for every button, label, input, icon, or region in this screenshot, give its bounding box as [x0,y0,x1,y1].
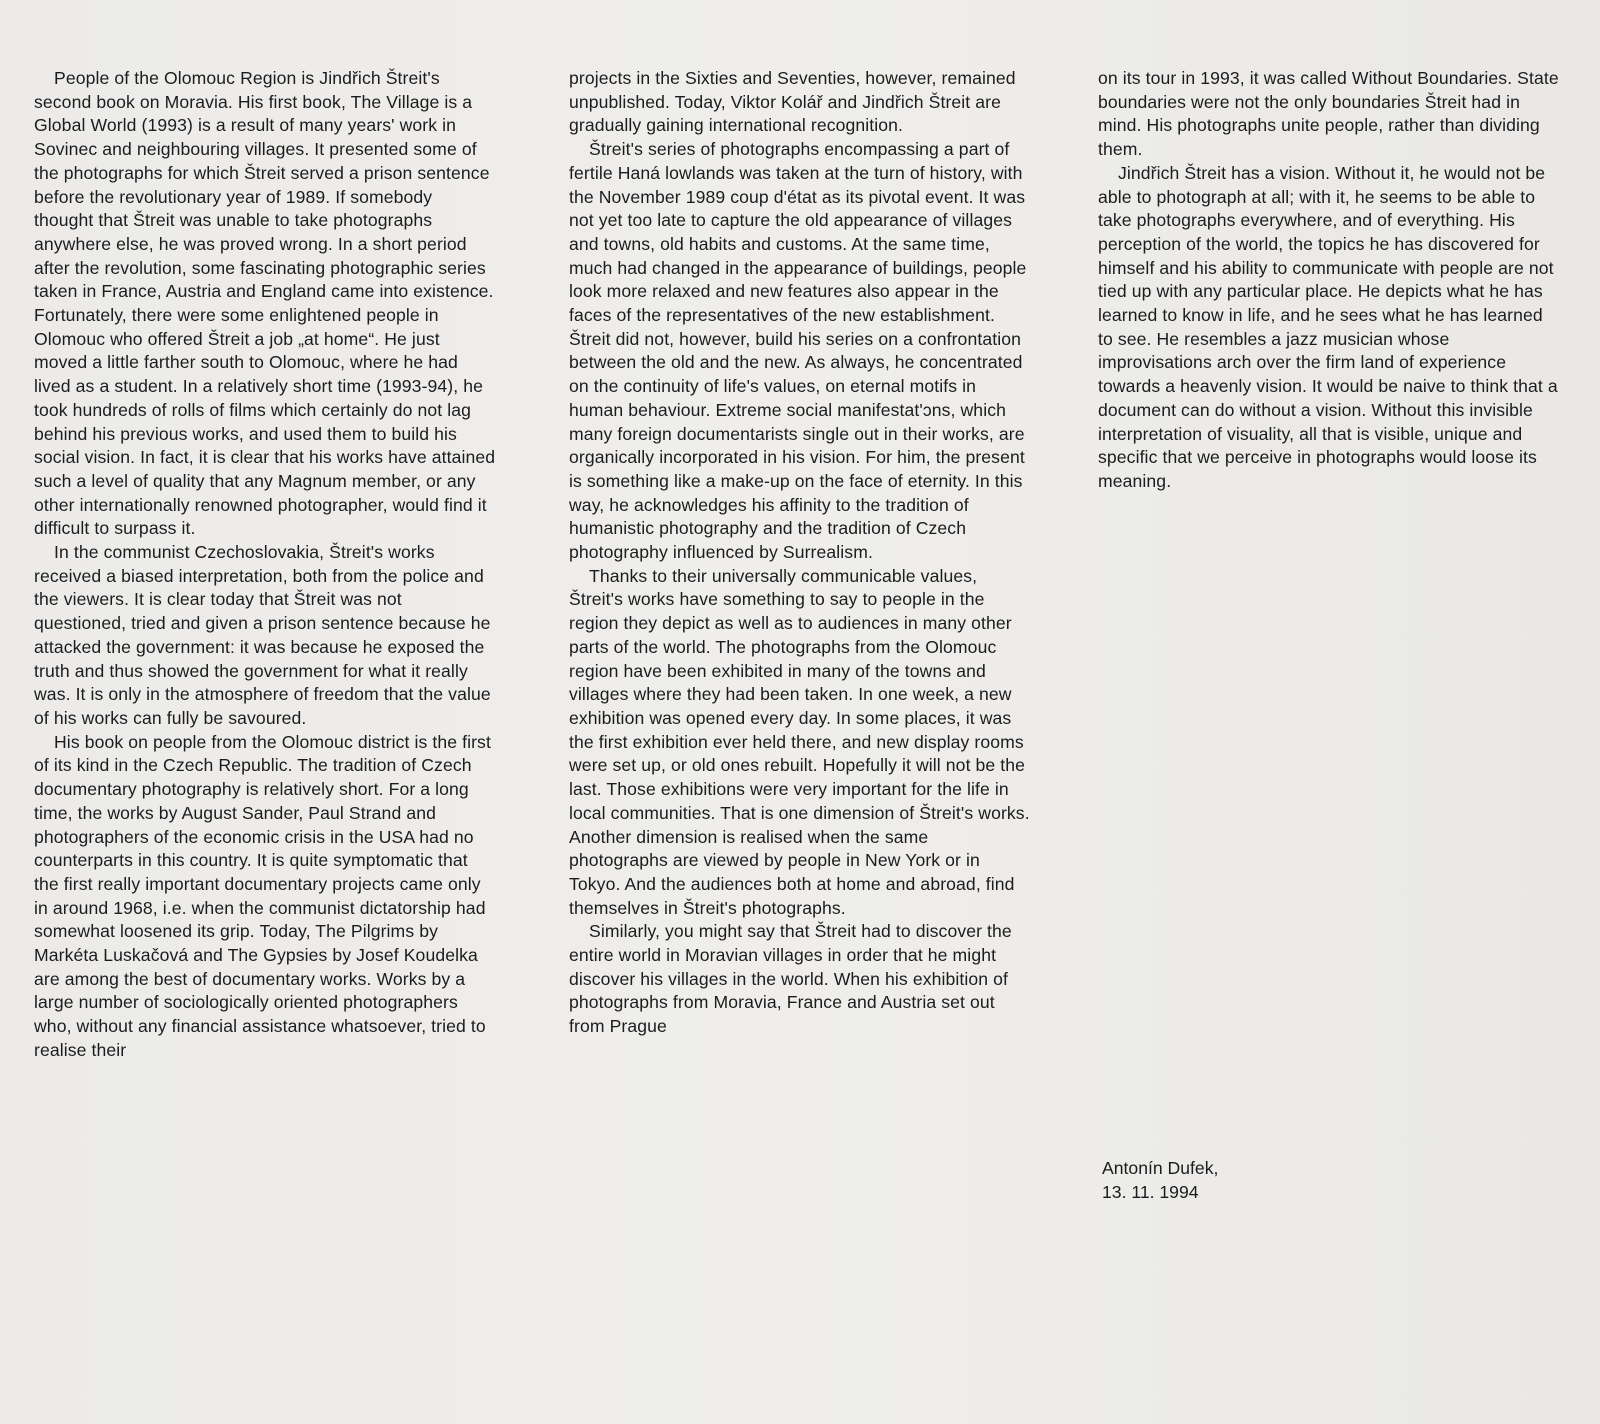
paragraph: Similarly, you might say that Štreit had to discover the entire world in Moravian villages in order that he might discover his villages in the world. When his exhibition of photographs from Moravia, France and Austria set out from Prague [569,921,1012,1037]
paragraph-continued: projects in the Sixties and Seventies, however, remained unpublished. Today, Viktor Kolář and Jindřich Štreit are gradually gaining international recognition. [569,68,1016,136]
paragraph: His book on people from the Olomouc district is the first of its kind in the Czech Republic. The tradition of Czech documentary photography is relatively short. For a long time, the works by August Sander, Paul Strand and photographers of the economic crisis in the USA had no counterparts in this country. It is quite symptomatic that the first really important documentary projects came only in around 1968, i.e. when the communist dictatorship had somewhat loosened its grip. Today, The Pilgrims by Markéta Luskačová and The Gypsies by Josef Koudelka are among the best of documentary works. Works by a large number of sociologically oriented photographers who, without any financial assistance whatsoever, tried to realise their [34,731,491,1060]
signature-date: 13. 11. 1994 [1102,1181,1199,1202]
paragraph: In the communist Czechoslovakia, Štreit's works received a biased interpretation, both from the police and the viewers. It is clear today that Štreit was not questioned, tried and given a prison sentence because he attacked the government: it was because he exposed the truth and thus showed the government for what it really was. It is only in the atmosphere of freedom that the value of his works can fully be savoured. [34,542,491,728]
text-column-3 [1098,67,1560,494]
text-column-2 [569,67,1031,1039]
paragraph: Thanks to their universally communicable values, Štreit's works have something to say to people in the region they depict as well as to audiences in many other parts of the world. The photographs from the Olomouc region have been exhibited in many of the towns and villages where they had been taken. In one week, a new exhibition was opened every day. In some places, it was the first exhibition ever held there, and new display rooms were set up, or old ones rebuilt. Hopefully it will not be the last. Those exhibitions were very important for the life in local communities. That is one dimension of Štreit's works. Another dimension is realised when the same photographs are viewed by people in New York or in Tokyo. And the audiences both at home and abroad, find themselves in Štreit's photographs. [569,565,1030,918]
text-column-1 [34,67,496,1063]
author-name: Antonín Dufek, [1102,1158,1219,1178]
paragraph-continued: on its tour in 1993, it was called Without Boundaries. State boundaries were not the only boundaries Štreit had in mind. His photographs unite people, rather than dividing them. [1098,68,1559,160]
signature-block [1102,1157,1218,1204]
paragraph: Štreit's series of photographs encompassing a part of fertile Haná lowlands was taken at the turn of history, with the November 1989 coup d'état as its pivotal event. It was not yet too late to capture the old appearance of villages and towns, old habits and customs. At the same time, much had changed in the appearance of buildings, people look more relaxed and new features also appear in the faces of the representatives of the new establishment. Štreit did not, however, build his series on a confrontation between the old and the new. As always, he concentrated on the continuity of life's values, on eternal motifs in human behaviour. Extreme social manifestat'ɔns, which many foreign documentarists single out in their works, are organically incorporated in his vision. For him, the present is something like a make-up on the face of eternity. In this way, he acknowledges his affinity to the tradition of humanistic photography and the tradition of Czech photography influenced by Surrealism. [569,139,1027,563]
paragraph: People of the Olomouc Region is Jindřich Štreit's second book on Moravia. His first book, The Village is a Global World (1993) is a result of many years' work in Sovinec and neighbouring villages. It presented some of the photographs for which Štreit served a prison sentence before the revolutionary year of 1989. If somebody thought that Štreit was unable to take photographs anywhere else, he was proved wrong. In a short period after the revolution, some fascinating photographic series taken in France, Austria and England came into existence. Fortunately, there were some enlightened people in Olomouc who offered Štreit a job „at home“. He just moved a little farther south to Olomouc, where he had lived as a student. In a relatively short time (1993-94), he took hundreds of rolls of films which certainly do not lag behind his previous works, and used them to build his social vision. In fact, it is clear that his works have attained such a level of quality that any Magnum member, or any other internationally renowned photographer, would find it difficult to surpass it. [34,68,496,539]
paragraph: Jindřich Štreit has a vision. Without it, he would not be able to photograph at all; with it, he seems to be able to take photographs everywhere, and of everything. His perception of the world, the topics he has discovered for himself and his ability to communicate with people are not tied up with any particular place. He depicts what he has learned to know in life, and he sees what he has learned to see. He resembles a jazz musician whose improvisations arch over the firm land of experience towards a heavenly vision. It would be naive to think that a document can do without a vision. Without this invisible interpretation of visuality, all that is visible, unique and specific that we perceive in photographs would loose its meaning. [1098,162,1558,491]
